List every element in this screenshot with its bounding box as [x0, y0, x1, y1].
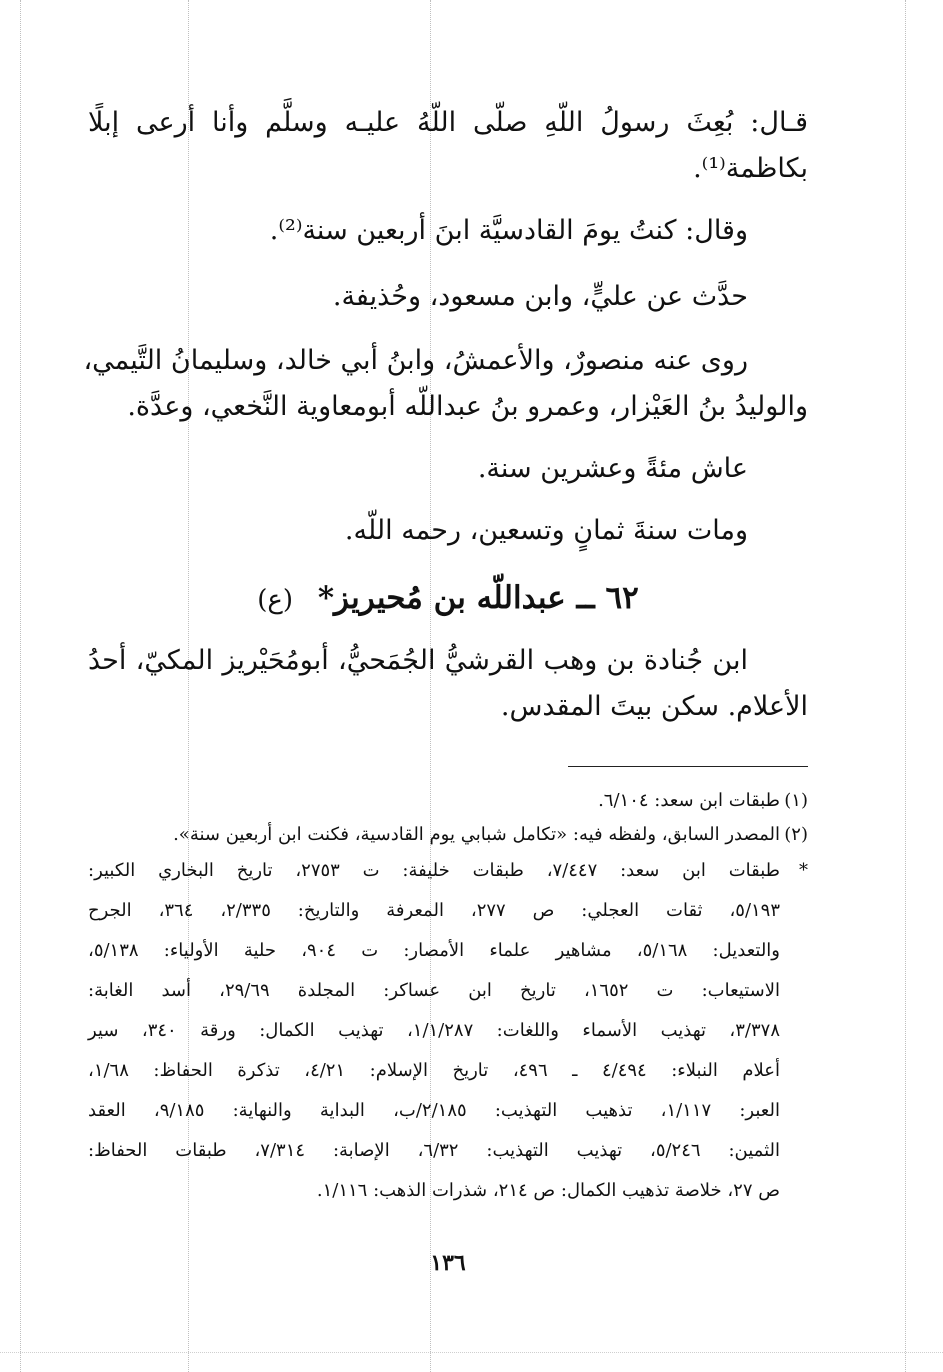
sources-line: والتعديل: ٥/١٦٨، مشاهير علماء الأمصار: ت ٩٠٤، حلية الأولياء: ٥/١٣٨، — [88, 940, 781, 961]
entry-title: ٦٢ ــ عبداللّه بن مُحيريز* — [317, 580, 639, 616]
entry-code: (ع) — [257, 585, 294, 615]
page-number: ١٣٦ — [430, 1250, 466, 1276]
footnote-text: طبقات ابن سعد: ٦/١٠٤. — [598, 790, 780, 811]
sources-line: الثمين: ٥/٢٤٦، تهذيب التهذيب: ٦/٣٢، الإصابة: ٧/٣١٤، طبقات الحفاظ: — [88, 1140, 780, 1161]
sources-line: أعلام النبلاء: ٤/٤٩٤ ـ ٤٩٦، تاريخ الإسلام: ٤/٢١، تذكرة الحفاظ: ١/٦٨، — [88, 1060, 781, 1081]
sources-line: الاستيعاب: ت ١٦٥٢، تاريخ ابن عساكر: المجلدة ٢٩/٦٩، أسد الغابة: — [88, 980, 780, 1001]
sources-line: ص ٢٧، خلاصة تذهيب الكمال: ص ٢١٤، شذرات الذهب: ١/١١٦. — [316, 1180, 780, 1201]
paragraph-line: والوليدُ بنُ العَيْزار، وعمرو بنُ عبداللّه أبومعاوية النَّخعي، وعدَّة. — [127, 391, 808, 422]
paragraph: حدَّث عن عليٍّ، وابن مسعود، وحُذيفة. — [332, 281, 748, 312]
paragraph: وقال: كنتُ يومَ القادسيَّة ابنَ أربعين سنة⁽²⁾. — [269, 215, 748, 246]
paragraph-line: ابن جُنادة بن وهب القرشيُّ الجُمَحيُّ، أبومُحَيْريز المكيّ، أحدُ — [88, 645, 748, 676]
footnote-2 — [88, 822, 808, 848]
footnote-number: (١) — [784, 790, 808, 811]
star-marker: * — [799, 860, 808, 881]
sources-line: ٣/٣٧٨، تهذيب الأسماء واللغات: ١/١/٢٨٧، تهذيب الكمال: ورقة ٣٤٠، سير — [88, 1020, 780, 1041]
book-page — [83, 0, 808, 1372]
paragraph: عاش مئةً وعشرين سنة. — [477, 453, 748, 484]
entry-heading — [88, 576, 808, 622]
footnote-separator — [568, 766, 808, 767]
paragraph-line: روى عنه منصورٌ، والأعمشُ، وابنُ أبي خالد، وسليمانُ التَّيمي، — [83, 345, 748, 376]
sources-line: العبر: ١/١١٧، تذهيب التهذيب: ٢/١٨٥/ب، البداية والنهاية: ٩/١٨٥، العقد — [88, 1100, 780, 1121]
sources-line — [88, 858, 808, 884]
footnote-text: المصدر السابق، ولفظه فيه: «تكامل شبابي يوم القادسية، فكنت ابن أربعين سنة». — [173, 824, 780, 845]
paragraph: ومات سنةَ ثمانٍ وتسعين، رحمه اللّه. — [344, 515, 748, 546]
paragraph-line: قـال: بُعِثَ رسولُ اللّهِ صلّى اللّهُ عليـه وسلَّم وأنا أرعى إبلًا — [88, 107, 808, 138]
paragraph-line: الأعلام. سكن بيتَ المقدس. — [500, 691, 808, 722]
paragraph-line: بكاظمة⁽¹⁾. — [693, 153, 808, 184]
sources-line: ٥/١٩٣، ثقات العجلي: ص ٢٧٧، المعرفة والتاريخ: ٢/٣٣٥، ٣٦٤، الجرح — [88, 900, 781, 921]
footnote-number: (٢) — [784, 824, 808, 845]
guide-line — [20, 0, 21, 1372]
sources-text: طبقات ابن سعد: ٧/٤٤٧، طبقات خليفة: ت ٢٧٥٣، تاريخ البخاري الكبير: — [88, 860, 780, 881]
footnote-1 — [88, 788, 808, 814]
guide-line — [905, 0, 906, 1372]
